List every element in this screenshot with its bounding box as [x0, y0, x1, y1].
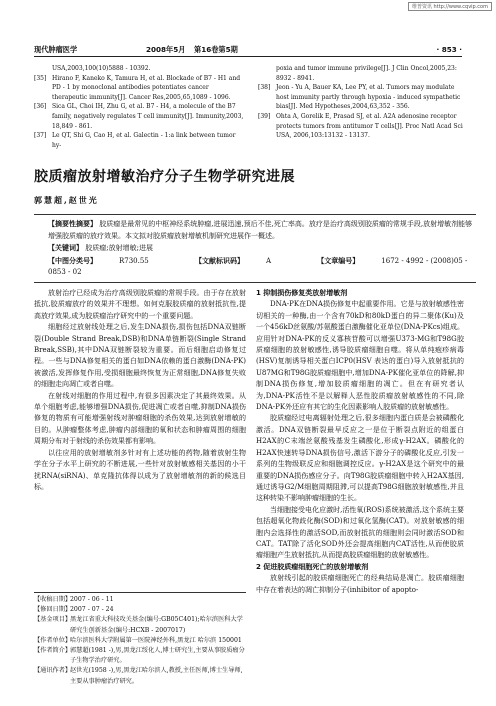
classification-row: 【中图分类号】 R730.55 【文献标识码】 A 【文章编号】 1672 - 4992 - (2008)05 - 0853 - 02: [48, 255, 468, 276]
footnote-row: 【作者简介】 郭慧超(1981 -),男,黑龙江绥化人,博士研究生,主要从事胶质瘤分子生物学治疗研究。: [34, 647, 245, 665]
body-paragraph: DNA-PK在DNA损伤修复中起重要作用。它是与放射敏感性密切相关的一种酶,由一个含有70kD和80kD蛋白的异二聚体(Ku)及一个456kD丝氨酸/苏氨酸蛋白激酶催化亚单位(DNA-PKcs)组成。应用针对DNA-PK的反义寡核苷酸可以增强U373-MG和T98G胶质瘤细胞的放射敏感性,诱导胶质瘤细胞自噬。将从单纯疱疹病毒(HSV)复制诱导相关蛋白ICP0(HSV 表达的蛋白)导入放射抵抗的U87MG和T98G胶质瘤细胞中,增加DNA-PK催化亚单位的降解,抑制DNA损伤修复,增加胶质瘤细胞的凋亡。但在有研究者认为,DNA-PK活性不是以解释人恶性胶质瘤放射敏感性的不同,除DNA-PK外还应有其它的生化因素影响人胶质瘤的放射敏感性。: [256, 300, 464, 412]
issue-date: 2008年5月: [146, 45, 186, 54]
body-paragraph: 放射线引起的胶质瘤细胞死亡的经典结局是凋亡。胶质瘤细胞中存在着表达的凋亡抑制分子(inhibitor of apopto-: [256, 574, 464, 594]
watermark: 维普资讯 http://www.cqvip.com: [408, 2, 492, 11]
body-paragraph: 以往应用的放射增敏剂多针对有上述功能的药物,随着放射生物学在分子水平上研究的不断进展,一些针对放射敏感相关基因的小干扰RNA(siRNA)、单克隆抗体得以成为了放射增敏剂的新的候选目标。: [34, 448, 246, 491]
keywords-label: 【关键词】: [48, 243, 83, 252]
journal-name: 现代肿瘤医学: [34, 45, 78, 54]
body-right-column: [256, 288, 464, 596]
footnote-row: 【修回日期】 2007 - 07 - 24: [34, 606, 114, 614]
footnote-row: 【通讯作者】 赵世光(1958 -),男,黑龙江哈尔滨人,教授,主任医师,博士生导师,主要从事肿瘤治疗研究。: [34, 667, 243, 685]
references-right: [258, 64, 464, 141]
body-paragraph: 放射治疗已经成为治疗高级别胶质瘤的常规手段。由于存在放射抵抗,胶质瘤放疗的效果并不理想。如何克服胶质瘤的放射抵抗性,提高放疗效果,成为胶质瘤治疗研究中的一个重要问题。: [34, 289, 246, 320]
issue-number: 第16卷第5期: [194, 45, 238, 54]
reference-item: USA,2003,100(10)5888 - 10392.: [52, 65, 151, 72]
body-paragraph: 细胞经过放射线处理之后,发生DNA损伤,损伤包括DNA双链断裂(Double Strand Break,DSB)和DNA单链断裂(Single Strand Break,SSB),其中DNA双链断裂较为重要。而后细胞启动修复过程。一些与DNA修复相关的蛋白如DNA依赖的蛋白激酶(DNA-PK)被激活,发挥修复作用,受损细胞最终恢复为正常细胞,DNA修复失败的细胞走向凋亡或者自噬。: [34, 323, 246, 389]
abstract: [48, 218, 476, 242]
reference-item: [38] Jeon - Yu A, Bauer KA, Lee PY, et al. Tumors may modulate host immunity partly through hypoxia - induced sympathetic bias[J]. Med Hypotheses,2004,63,352 - 356.: [258, 84, 461, 111]
reference-item: [37] Le QT, Shi G, Cao H, et al. Galectin - 1:a link between tumor hy-: [34, 132, 236, 149]
article-authors: 郭慧超,赵世光: [34, 195, 99, 205]
article-number: 1672 - 4992 - (2008)05 - 0853 - 02: [48, 256, 468, 276]
footnote-row: 【基金项目】 黑龙江省重大科技攻关基金(编号:GB05C401);哈尔滨医科大学研究生创新基金(编号:HCXB - 2007017): [34, 616, 243, 634]
footnote-row: 【作者单位】 哈尔滨医科大学附属第一医院神经外科,黑龙江 哈尔滨 150001: [34, 636, 242, 644]
reference-item: [35] Hirano F, Kaneko K, Tamura H, et al. Blockade of B7 - H1 and PD - 1 by monoclonal antibodies potentiates cancer therapeutic immunity[J]. Cancer Res,2005,65,1089 - 1096.: [34, 74, 241, 101]
doc-code: A: [266, 256, 272, 265]
keywords-text: 胶质瘤;放射增敏;进展: [85, 244, 153, 252]
body-paragraph: 当细胞接受电化应激时,活性氧(ROS)系统被激活,这个系统主要包括超氧化物歧化酶(SOD)和过氧化氢酶(CAT)。对放射敏感的细胞内会选择性的激活SOD,而放射抵抗的细胞则会同时激活SOD和CAT。TAT除了活化SOD外还会提高细胞内CAT活性,从而使胶质瘤细胞产生放射抵抗,从而提高胶质瘤细胞的放射敏感性。: [256, 505, 464, 560]
references-left: [34, 64, 244, 150]
body-paragraph: 胶质瘤经过电离辐射处理之后,很多细胞内蛋白质是会被磷酸化激活。DNA双链断裂最早反应之一是位于断裂点附近的组蛋白H2AX的C末端丝氨酸残基发生磷酸化,形成γ-H2AX。磷酸化的H2AX快速转导DNA损伤信号,激活下游分子的磷酸化反应,引发一系列的生物级联反应和细胞调控反应。γ-H2AX是这个研究中的最重要的DNA损伤感应分子。向T98G胶质瘤细胞中转入H2AX基因,通过诱导G2/M细胞周期阻滞,可以提高T98G细胞放射敏感性,并且这种转染不影响肿瘤细胞的生长。: [256, 414, 464, 503]
reference-item: [39] Ohta A, Gorelik E, Prasad SJ, et al. A2A adenosine receptor protects tumors from antitumor T cells[J]. Proc Natl Acad Sci USA, 2006,103:13132 - 13137.: [258, 112, 463, 140]
article-title: 胶质瘤放射增敏治疗分子生物学研究进展: [34, 169, 295, 185]
abstract-box: [34, 214, 476, 283]
section-heading: 2 促进胶质瘤细胞死亡的放射增敏剂: [256, 562, 369, 571]
abstract-text: 胶质瘤是最常见的中枢神经系统肿瘤,进展迅速,预后不佳,死亡率高。放疗是治疗高级别胶质瘤的常规手段,放射增敏剂能够增强胶质瘤的放疗效果。本文拟对胶质瘤放射增敏机制研究进展作一概述。: [48, 220, 473, 240]
body-paragraph: 在射线对细胞的作用过程中,有很多因素决定了其最终效果。从单个细胞考虑,能够增强DNA损伤,促进凋亡或者自噬,抑制DNA损伤修复的物质有可能增强射线对肿瘤细胞的杀伤效果,达到放射增敏的目的。从肿瘤整体考虑,肿瘤内部细胞的氧和状态和肿瘤周围的细胞周期分布对于射线的杀伤效果都有影响。: [34, 391, 246, 446]
footnotes: [34, 592, 246, 687]
reference-item: [36] Sica GL, Choi IH, Zhu G, et al. B7 - H4, a molecule of the B7 family, negatively regulates T cell immunity[J]. Immunity,2003, 18,849 - 861.: [34, 103, 244, 130]
section-heading: 1 抑制损伤修复类放射增敏剂: [256, 289, 348, 297]
abstract-label: 【摘要性摘要】: [48, 219, 97, 228]
running-header: [34, 44, 462, 57]
body-left-column: [34, 288, 246, 493]
page-number: · 853 ·: [436, 45, 462, 54]
reference-item: poxia and tumor immune privilege[J]. J Clin Oncol,2005,23: 8932 - 8941.: [276, 65, 457, 82]
footnote-row: 【收稿日期】 2007 - 06 - 11: [34, 596, 114, 603]
clc-code: R730.55: [119, 256, 149, 265]
keywords: [48, 242, 476, 255]
